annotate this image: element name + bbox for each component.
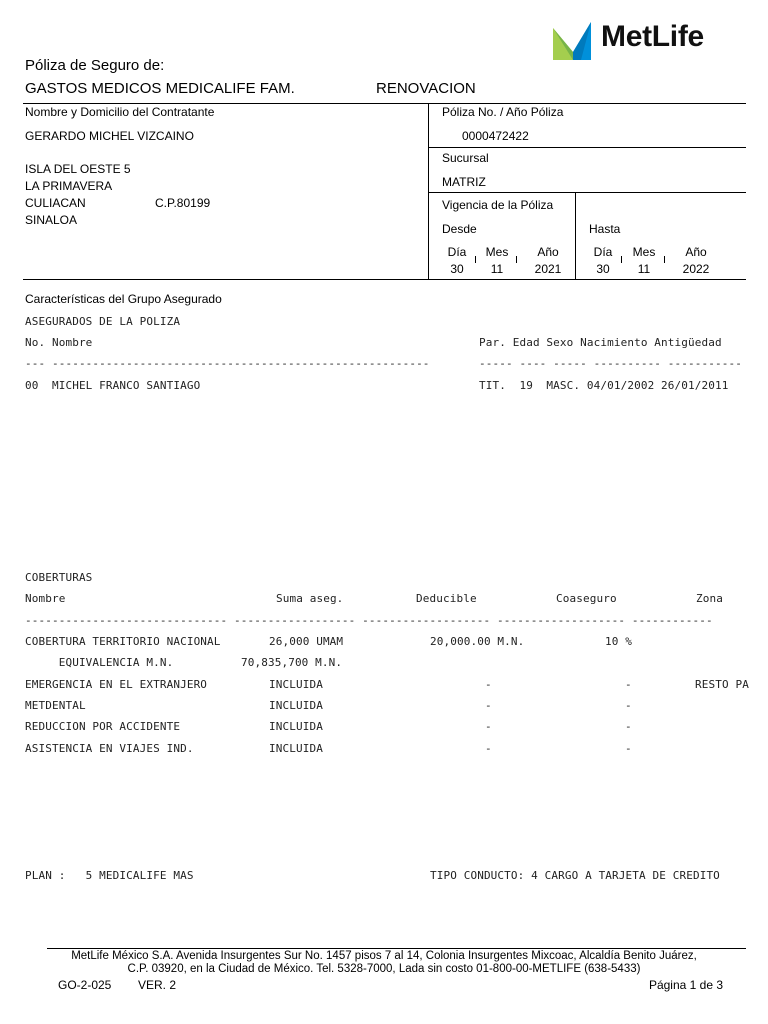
box-top-line [23,103,746,104]
policy-number-line [429,147,746,148]
address-state: SINALOA [25,213,78,227]
page-number: Página 1 de 3 [648,978,723,992]
from-day-label: Día [447,245,467,259]
coverage-row-deductible: - [485,699,492,712]
branch-label: Sucursal [442,151,489,165]
footer-address-1: MetLife México S.A. Avenida Insurgentes Sur No. 1457 pisos 7 al 14, Colonia Insurgentes Mixcoac, Alcaldía Benito Juárez, [71,950,697,962]
coverage-separator: ------------------------------ ------------------ ------------------- ------------------- ------------ [25,614,713,627]
insured-row-left: 00 MICHEL FRANCO SANTIAGO [25,379,201,392]
to-year: 2022 [682,262,710,276]
address-line-2: LA PRIMAVERA [25,179,113,193]
policy-number: 0000472422 [462,129,529,143]
from-year: 2021 [534,262,562,276]
to-year-label: Año [685,245,707,259]
metlife-logo-mark [553,22,593,60]
metlife-logo-text: MetLife [601,20,704,53]
coverage-row-coinsurance: 10 % [605,635,632,648]
metlife-logo [553,20,728,62]
coverage-row-sum: INCLUIDA [269,720,323,733]
to-day-label: Día [593,245,613,259]
to-label: Hasta [589,222,621,236]
policy-type: RENOVACION [376,80,476,97]
coverage-row-coinsurance: - [625,742,632,755]
from-day: 30 [450,262,464,276]
to-tick-1 [621,256,622,263]
policy-label: Póliza de Seguro de: [25,57,165,74]
from-tick-1 [475,256,476,263]
from-label: Desde [442,222,477,236]
footer-line [47,948,746,949]
to-month-label: Mes [632,245,656,259]
coverage-row-sum: 26,000 UMAM [269,635,344,648]
coverage-row-deductible: - [485,678,492,691]
group-label: Características del Grupo Asegurado [25,292,222,306]
insured-header-left: No. Nombre [25,336,93,349]
coverage-row-deductible: 20,000.00 M.N. [430,635,525,648]
from-month-label: Mes [485,245,509,259]
footer-address-2: C.P. 03920, en la Ciudad de México. Tel. 5328-7000, Lada sin costo 01-800-00-METLIFE (638-5433) [127,963,641,975]
coverage-row-deductible: - [485,742,492,755]
coverage-header-sum: Suma aseg. [276,592,344,605]
product-name: GASTOS MEDICOS MEDICALIFE FAM. [25,80,295,97]
coverage-row-zone: RESTO PA [695,678,749,691]
form-code: GO-2-025 [58,978,112,992]
branch-line [429,192,746,193]
coverage-header-coinsurance: Coaseguro [556,592,617,605]
coverage-row-sum: INCLUIDA [269,678,323,691]
coverage-row-coinsurance: - [625,678,632,691]
insured-section-title: ASEGURADOS DE LA POLIZA [25,315,181,328]
to-tick-2 [664,256,665,263]
from-tick-2 [516,256,517,263]
coverage-row-coinsurance: - [625,699,632,712]
coverage-row-name: EMERGENCIA EN EL EXTRANJERO [25,678,208,691]
plan-text: PLAN : 5 MEDICALIFE MAS [25,869,194,882]
to-day: 30 [596,262,610,276]
insured-header-right: Par. Edad Sexo Nacimiento Antigüedad [479,336,722,349]
coverage-row-name: METDENTAL [25,699,86,712]
coverage-row-name: REDUCCION POR ACCIDENTE [25,720,181,733]
coverage-row-sum: INCLUIDA [269,742,323,755]
contractor-name: GERARDO MICHEL VIZCAINO [25,129,194,143]
coverage-row-name: EQUIVALENCIA M.N. [25,656,174,669]
contractor-label: Nombre y Domicilio del Contratante [25,105,215,119]
branch-value: MATRIZ [442,175,486,189]
coverages-title: COBERTURAS [25,571,93,584]
insured-row-right: TIT. 19 MASC. 04/01/2002 26/01/2011 [479,379,729,392]
coverage-row-deductible: - [485,720,492,733]
insured-separator-right: ----- ---- ----- ---------- ----------- [479,357,742,370]
validity-label: Vigencia de la Póliza [442,198,554,212]
policy-number-label: Póliza No. / Año Póliza [442,105,564,119]
coverage-row-sum: INCLUIDA [269,699,323,712]
to-month: 11 [637,262,651,276]
address-line-1: ISLA DEL OESTE 5 [25,162,131,176]
conduit-type: TIPO CONDUCTO: 4 CARGO A TARJETA DE CREDITO [430,869,720,882]
coverage-header-deductible: Deducible [416,592,477,605]
coverage-row-sum: 70,835,700 M.N. [241,656,343,669]
validity-divider [575,192,576,279]
from-year-label: Año [537,245,559,259]
address-cp: C.P.80199 [155,196,211,210]
box-divider-main [428,103,429,279]
coverage-row-name: COBERTURA TERRITORIO NACIONAL [25,635,221,648]
box-bottom-line [23,279,746,280]
coverage-header-name: Nombre [25,592,66,605]
coverage-row-name: ASISTENCIA EN VIAJES IND. [25,742,194,755]
coverage-header-zone: Zona [696,592,723,605]
coverage-row-coinsurance: - [625,720,632,733]
address-city: CULIACAN [25,196,86,210]
from-month: 11 [490,262,504,276]
form-version: VER. 2 [138,978,177,992]
insured-separator-left: --- -------------------------------------------------------- [25,357,430,370]
